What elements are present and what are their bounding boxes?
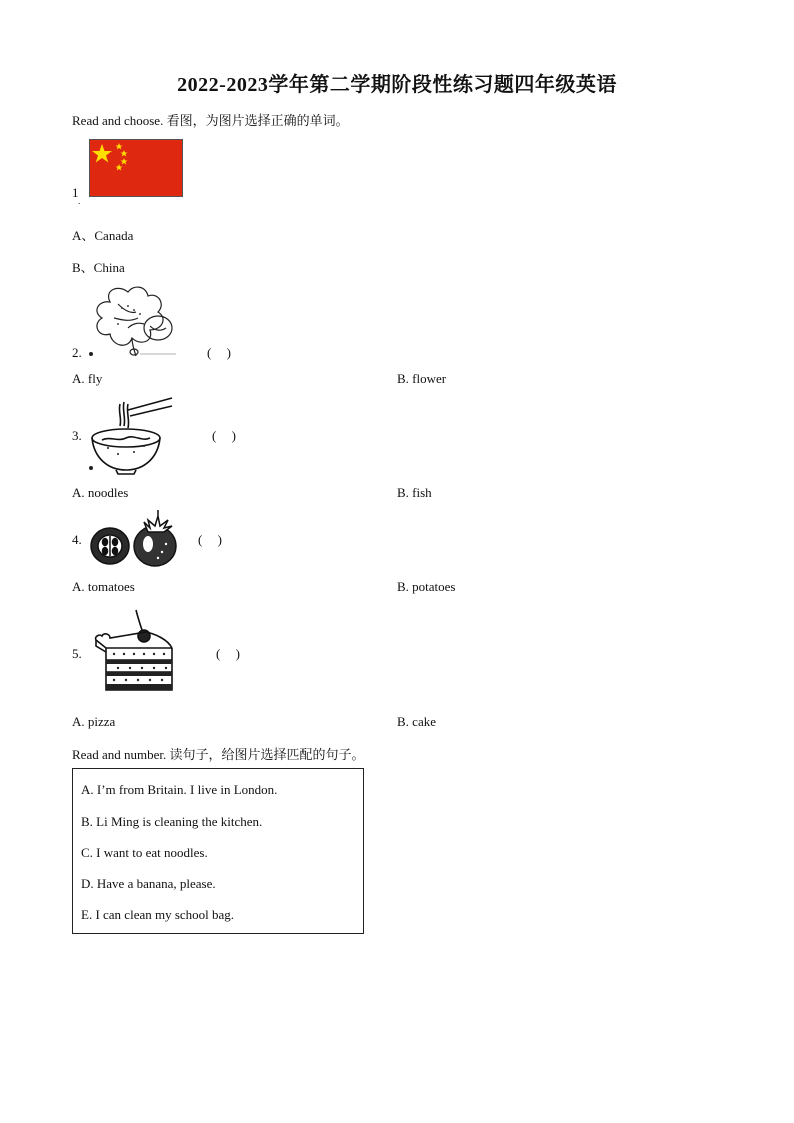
- page-title: 2022-2023学年第二学期阶段性练习题四年级英语: [177, 74, 617, 96]
- section1-instruction: Read and choose. 看图，为图片选择正确的单词。: [72, 113, 349, 128]
- question-2-option-a[interactable]: A. fly: [72, 371, 103, 386]
- sentence-a: A. I’m from Britain. I live in London.: [81, 782, 278, 797]
- question-3-option-a[interactable]: A. noodles: [72, 485, 129, 500]
- question-3-answer-blank[interactable]: ( ): [212, 428, 242, 443]
- flower-image: [88, 284, 178, 358]
- question-4-option-b[interactable]: B. potatoes: [397, 579, 456, 594]
- question-5-answer-blank[interactable]: ( ): [216, 646, 246, 661]
- section2-instruction: Read and number. 读句子，给图片选择匹配的句子。: [72, 747, 365, 762]
- question-5-number: 5.: [72, 646, 82, 661]
- sentence-d: D. Have a banana, please.: [81, 876, 216, 891]
- sentence-c: C. I want to eat noodles.: [81, 845, 208, 860]
- question-1-option-a[interactable]: A、Canada: [72, 228, 134, 243]
- noodles-bowl-image: [88, 396, 174, 474]
- question-4-number: 4.: [72, 532, 82, 547]
- question-2-number: 2.: [72, 345, 82, 360]
- sentence-e: E. I can clean my school bag.: [81, 907, 235, 922]
- question-5-option-a[interactable]: A. pizza: [72, 714, 116, 729]
- question-4-answer-blank[interactable]: ( ): [198, 532, 228, 547]
- question-2-option-b[interactable]: B. flower: [397, 371, 447, 386]
- question-1-dot: .: [78, 196, 81, 206]
- cake-slice-image: [90, 608, 176, 694]
- question-4-option-a[interactable]: A. tomatoes: [72, 579, 135, 594]
- china-flag-image: [89, 139, 183, 197]
- sentence-box: [72, 768, 364, 934]
- question-3-option-b[interactable]: B. fish: [397, 485, 432, 500]
- tomatoes-image: [88, 508, 180, 568]
- question-3-number: 3.: [72, 428, 82, 443]
- question-5-option-b[interactable]: B. cake: [397, 714, 436, 729]
- question-2-answer-blank[interactable]: ( ): [207, 345, 237, 360]
- question-1-option-b[interactable]: B、China: [72, 260, 125, 275]
- sentence-b: B. Li Ming is cleaning the kitchen.: [81, 814, 263, 829]
- question-1-number: 1: [72, 185, 79, 200]
